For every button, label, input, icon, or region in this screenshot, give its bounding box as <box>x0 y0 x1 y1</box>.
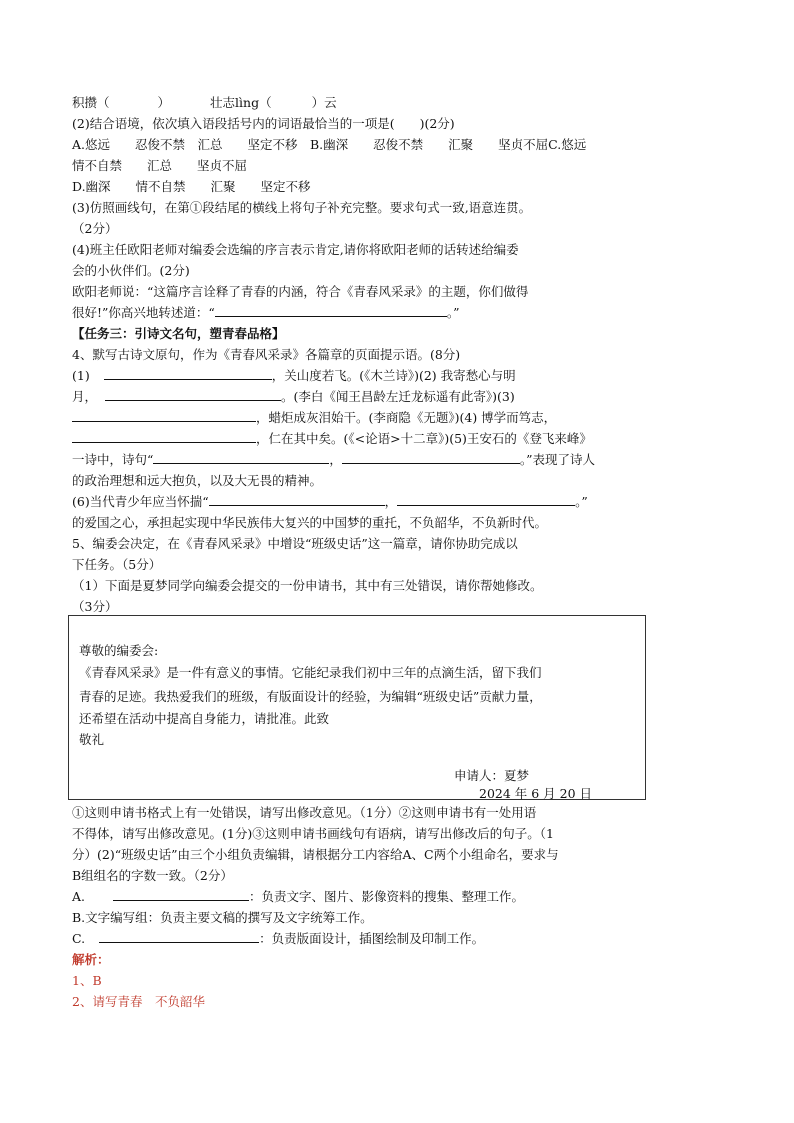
application-letter-box <box>68 615 646 800</box>
answer-blank[interactable] <box>72 407 256 422</box>
line-10: 欧阳老师说：“这篇序言诠释了青春的内涵，符合《青春风采录》的主题，你们做得 <box>72 284 529 299</box>
answer-blank[interactable] <box>342 449 520 464</box>
line-13: 4、默写古诗文原句，作为《青春风采录》各篇章的页面提示语。(8分) <box>72 347 461 362</box>
line-17: ，仁在其中矣。(《<论语>十二章》)(5)王安石的《登飞来峰》 <box>72 428 732 449</box>
line-14: (1) ，关山度若飞。(《木兰诗》)(2) 我寄愁心与明 <box>72 365 732 386</box>
answer-blank[interactable] <box>153 449 329 464</box>
line-m7: C. ：负责版面设计，插图绘制及印制工作。 <box>72 928 732 949</box>
answers-title: 解析： <box>72 952 110 967</box>
answer-blank[interactable] <box>99 928 259 943</box>
answer-blank[interactable] <box>104 365 272 380</box>
line-18: 一诗中，诗句“ ， 。”表现了诗人 <box>72 449 732 470</box>
answer-blank[interactable] <box>397 491 575 506</box>
line-1: 积攒（ ） 壮志lìng（ ）云 <box>72 95 337 110</box>
line-21: 的爱国之心，承担起实现中华民族伟大复兴的中国梦的重托，不负韶华，不负新时代。 <box>72 515 548 530</box>
letter-line: 青春的足迹。我热爱我们的班级，有版面设计的经验，为编辑“班级史话”贡献力量， <box>79 689 542 704</box>
letter-closing: 敬礼 <box>79 732 105 747</box>
line-m5: A. ：负责文字、图片、影像资料的搜集、整理工作。 <box>72 886 732 907</box>
line-23: 下任务。（5分） <box>72 557 162 572</box>
line-20: (6)当代青少年应当怀揣“ ， 。” <box>72 491 732 512</box>
line-16: ，蜡炬成灰泪始干。(李商隐《无题》)(4) 博学而笃志， <box>72 407 732 428</box>
line-7: （2分） <box>72 221 118 236</box>
line-8: (4)班主任欧阳老师对编委会选编的序言表示肯定,请你将欧阳老师的话转述给编委 <box>72 242 519 257</box>
task-three-heading: 【任务三：引诗文名句，塑青春品格】 <box>72 326 285 341</box>
answer-blank[interactable] <box>105 386 281 401</box>
line-m4: B组组名的字数一致。（2分） <box>72 868 233 883</box>
letter-salutation: 尊敬的编委会: <box>79 643 159 658</box>
answer-blank[interactable] <box>72 428 256 443</box>
question-text <box>72 92 732 617</box>
line-3: A.悠远 忍俊不禁 汇总 坚定不移 B.幽深 忍俊不禁 汇聚 坚贞不屈C.悠远 <box>72 137 587 152</box>
answer-blank[interactable] <box>209 491 385 506</box>
answer-blank[interactable] <box>113 886 249 901</box>
line-19: 的政治理想和远大抱负，以及大无畏的精神。 <box>72 473 323 488</box>
line-m3: 分）(2)“班级史话”由三个小组负责编辑，请根据分工内容给A、C两个小组命名，要求与 <box>72 847 559 862</box>
line-24: （1）下面是夏梦同学向编委会提交的一份申请书，其中有三处错误，请你帮她修改。 <box>72 578 543 593</box>
line-22: 5、编委会决定，在《青春风采录》中增设“班级史话”这一篇章，请你协助完成以 <box>72 536 518 551</box>
line-15: 月， 。(李白《闻王昌龄左迁龙标遥有此寄》)(3) <box>72 386 732 407</box>
line-m2: 不得体，请写出修改意见。(1分)③这则申请书画线句有语病，请写出修改后的句子。（1 <box>72 826 554 841</box>
line-25: （3分） <box>72 599 118 614</box>
answer-blank[interactable] <box>215 302 447 317</box>
line-4: 情不自禁 汇总 坚贞不屈 <box>72 158 248 173</box>
line-11: 很好!”你高兴地转述道：“ 。” <box>72 302 732 323</box>
line-6: (3)仿照画线句，在第①段结尾的横线上将句子补充完整。要求句式一致,语意连贯。 <box>72 200 532 215</box>
letter-applicant: 申请人：夏梦 <box>454 768 530 783</box>
line-5: D.幽深 情不自禁 汇聚 坚定不移 <box>72 179 311 194</box>
line-m6: B.文字编写组：负责主要文稿的撰写及文字统筹工作。 <box>72 910 373 925</box>
letter-line: 还希望在活动中提高自身能力，请批准。此致 <box>79 711 330 726</box>
line-m1: ①这则申请书格式上有一处错误，请写出修改意见。（1分）②这则申请书有一处用语 <box>72 805 537 820</box>
letter-line: 《青春风采录》是一件有意义的事情。它能纪录我们初中三年的点滴生活，留下我们 <box>79 665 542 680</box>
line-9: 会的小伙伴们。(2分) <box>72 263 190 278</box>
sub-questions <box>72 802 732 1012</box>
answer-2: 2、请写青春 不负韶华 <box>72 994 205 1009</box>
letter-date: 2024 年 6 月 20 日 <box>479 786 593 801</box>
line-2: (2)结合语境，依次填入语段括号内的词语最恰当的一项是( )(2分) <box>72 116 455 131</box>
answer-1: 1、B <box>72 973 102 988</box>
